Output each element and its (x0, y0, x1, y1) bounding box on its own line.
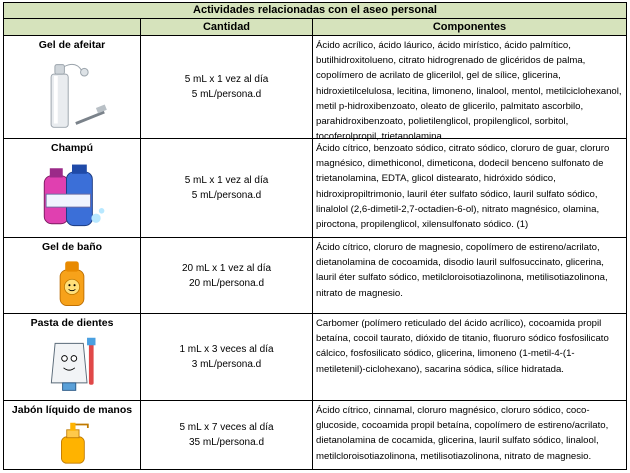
components-cell (313, 36, 626, 143)
quantity-cell (141, 238, 313, 313)
quantity-cell (141, 401, 313, 469)
personal-care-table (3, 2, 627, 470)
header-quantity: Cantidad (141, 19, 313, 35)
quantity-cell (141, 139, 313, 237)
product-cell (4, 36, 141, 138)
table-row (4, 139, 626, 238)
components-text: Ácido cítrico, benzoato sódico, citrato sódico, cloruro de guar, cloruro magnésico, dimethiconol, dimeticona, dodecil benceno sulfonato de trietanolamina, EDTA, glicol distearato, hidróxido sódico, hidroxipropiltrimonio, lauril éter sulfato sódico, lauril sulfato sódico, linalolol (2,6-dimetil-2,7-octadien-6-ol), nitrato magnésico, olamina, piroctona, propilenglicol, xilensulfonato sódico. (1) (316, 143, 610, 231)
components-cell (313, 401, 626, 469)
components-text: Ácido acrílico, ácido láurico, ácido mirístico, ácido palmítico, butilhidroxitolueno, citrato hidrogrenado de glicéridos de palma, copolímero de acrilato de glicerilol, gel de sílice, glicerina, hidroxietilcelulosa, lecitina, limoneno, linalool, mentol, metilciclohexanol, metil p-hidroxibenzoato, oleato de glicerilo, palmitato ascorbilo, parahidroxibenzoato, polietilenglicol, propilenglicol, sorbitol, tocoferolpropil, trietanolamina. (316, 40, 622, 143)
header-row (4, 19, 626, 36)
quantity-cell (141, 36, 313, 138)
table-title-text: Actividades relacionadas con el aseo personal (193, 4, 437, 16)
components-text: Ácido cítrico, cinnamal, cloruro magnésico, cloruro sódico, coco-glucoside, cocoamida propil betaína, copolímero de estireno/acrilato, dietanolamina de cocamida, glicerina, lauril sulfato sódico, linalool, metilcloroisotiazolinona, metilisotiazolinona, nitrato de magnesio. (316, 405, 609, 462)
quantity-per-use: 1 mL x 3 veces al día (179, 344, 274, 355)
bath-gel-icon (34, 258, 110, 309)
components-cell (313, 238, 626, 313)
product-cell (4, 238, 141, 313)
header-product-cell (4, 19, 141, 35)
product-name: Champú (51, 142, 93, 154)
quantity-per-use: 5 mL x 1 vez al día (184, 175, 269, 186)
table-row (4, 238, 626, 314)
table-title (4, 3, 626, 19)
quantity-per-day: 20 mL/persona.d (188, 277, 265, 289)
hand-soap-icon (34, 421, 110, 465)
components-text: Ácido cítrico, cloruro de magnesio, copolímero de estireno/acrilato, dietanolamina de cocoamida, disodio lauril sulfosuccinato, glicerina, lauril éter sulfato sódico, metilcloroisotiazolinona, metilisotiazolinona, nitrato de magnesio. (316, 242, 608, 299)
product-cell (4, 139, 141, 237)
quantity-per-use: 20 mL x 1 vez al día (181, 262, 272, 274)
toothpaste-icon (34, 334, 110, 396)
quantity-per-use: 5 mL x 7 veces al día (179, 422, 274, 433)
product-cell (4, 401, 141, 469)
components-cell (313, 139, 626, 237)
components-text: Carbomer (polímero reticulado del ácido acrílico), cocoamida propil betaína, cocoil taurato, dióxido de titanio, fluoruro sódico fosfosilicato cálcico, fosfosilicato sódico, glicerina, limoneno (1-metil-4-(1-metiletenil)-ciclohexano), sacarina sódica, sílice hidratada. (316, 318, 609, 375)
table-row (4, 401, 626, 469)
shaving-gel-icon (34, 56, 110, 134)
quantity-cell (141, 314, 313, 400)
quantity-per-use: 5 mL x 1 vez al día (184, 74, 269, 85)
header-components: Componentes (432, 21, 507, 33)
product-name: Gel de baño (41, 241, 103, 253)
product-name: Gel de afeitar (38, 39, 106, 51)
components-cell (313, 314, 626, 400)
shampoo-bottles-icon (34, 159, 110, 233)
quantity-per-day: 35 mL/persona.d (188, 437, 265, 448)
product-name: Pasta de dientes (30, 317, 114, 329)
product-cell (4, 314, 141, 400)
product-name: Jabón líquido de manos (11, 404, 133, 416)
quantity-per-day: 5 mL/persona.d (191, 89, 262, 100)
quantity-per-day: 3 mL/persona.d (191, 359, 262, 370)
quantity-per-day: 5 mL/persona.d (191, 190, 262, 201)
table-row (4, 314, 626, 401)
table-row (4, 36, 626, 143)
